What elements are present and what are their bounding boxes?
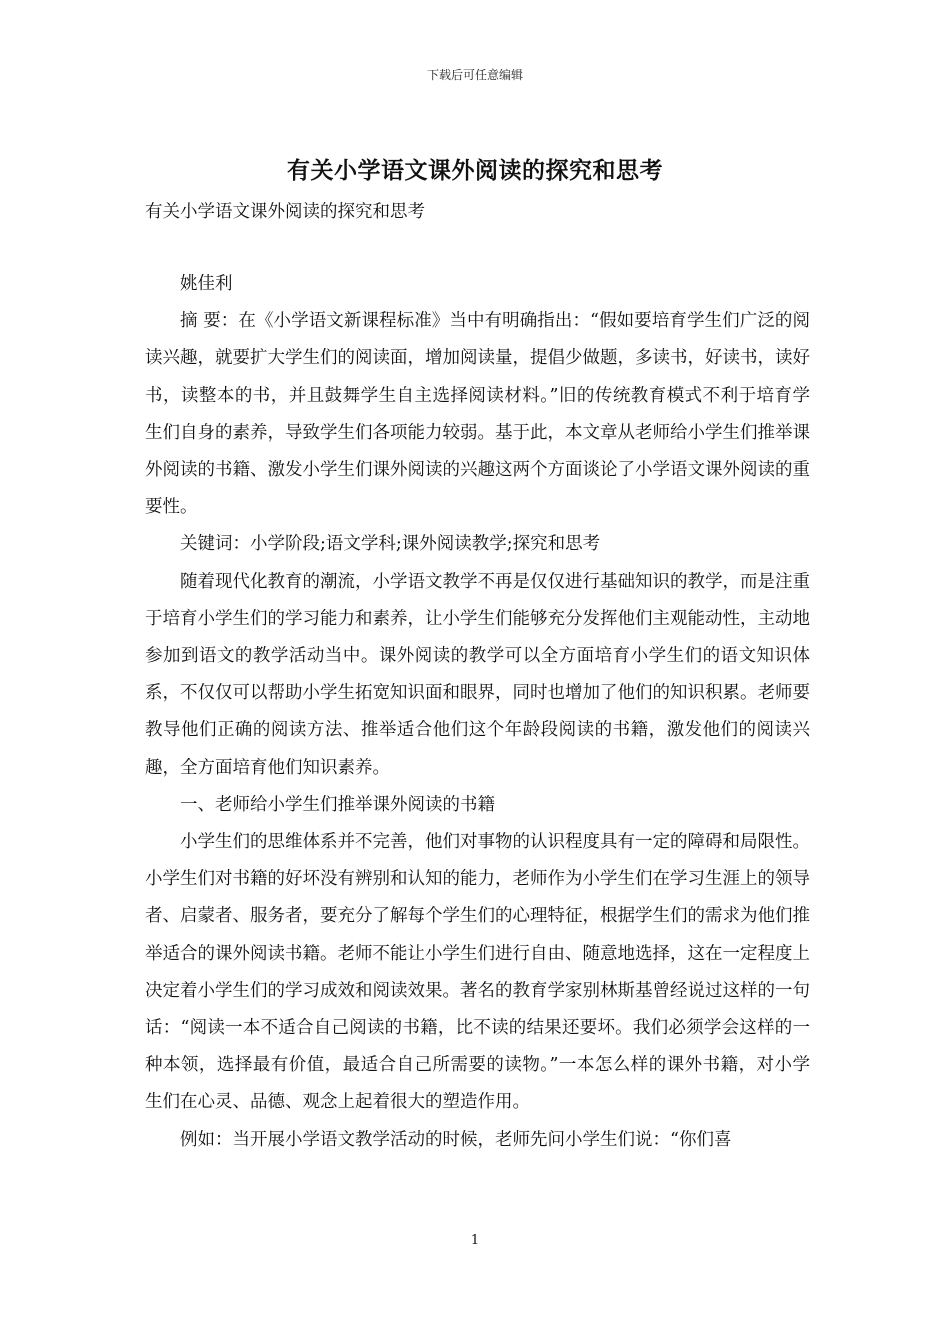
header-note: 下载后可任意编辑 <box>426 68 523 82</box>
keywords-paragraph: 关键词：小学阶段;语文学科;课外阅读教学;探究和思考 <box>180 534 601 555</box>
author-line: 姚佳利 <box>180 274 233 294</box>
example-paragraph: 例如：当开展小学语文教学活动的时候，老师先问小学生们说：“你们喜 <box>180 1129 732 1150</box>
page-number: 1 <box>470 1233 480 1248</box>
section-heading-1: 一、老师给小学生们推举课外阅读的书籍 <box>180 794 495 815</box>
intro-paragraph: 随着现代化教育的潮流，小学语文教学不再是仅仅进行基础知识的教学，而是注重于培育小学生们的学习能力和素养，让小学生们能够充分发挥他们主观能动性，主动地参加到语文的教学活动当中。课外阅读的教学可以全方面培育小学生们的语文知识体系，不仅仅可以帮助小学生拓宽知识面和眼界，同时也增加了他们的知识积累。老师要教导他们正确的阅读方法、推举适合他们这个年龄段阅读的书籍，激发他们的阅读兴趣，全方面培育他们知识素养。 <box>145 571 810 778</box>
document-title: 有关小学语文课外阅读的探究和思考 <box>287 157 663 184</box>
abstract-paragraph: 摘 要：在《小学语文新课程标准》当中有明确指出：“假如要培育学生们广泛的阅读兴趣，就要扩大学生们的阅读面，增加阅读量，提倡少做题，多读书，好读书，读好书，读整本的书，并且鼓舞学生自主选择阅读材料。”旧的传统教育模式不利于培育学生们自身的素养，导致学生们各项能力较弱。基于此，本文章从老师给小学生们推举课外阅读的书籍、激发小学生们课外阅读的兴趣这两个方面谈论了小学语文课外阅读的重要性。 <box>145 311 810 518</box>
section-1-paragraph: 小学生们的思维体系并不完善，他们对事物的认识程度具有一定的障碍和局限性。小学生们对书籍的好坏没有辨别和认知的能力，老师作为小学生们在学习生涯上的领导者、启蒙者、服务者，要充分了解每个学生们的心理特征，根据学生们的需求为他们推举适合的课外阅读书籍。老师不能让小学生们进行自由、随意地选择，这在一定程度上决定着小学生们的学习成效和阅读效果。著名的教育学家别林斯基曾经说过这样的一句话：“阅读一本不适合自己阅读的书籍，比不读的结果还要坏。我们必须学会这样的一种本领，选择最有价值，最适合自己所需要的读物。”一本怎么样的课外书籍，对小学生们在心灵、品德、观念上起着很大的塑造作用。 <box>145 832 810 1113</box>
document-body <box>145 266 810 1159</box>
document-subtitle: 有关小学语文课外阅读的探究和思考 <box>145 202 425 222</box>
